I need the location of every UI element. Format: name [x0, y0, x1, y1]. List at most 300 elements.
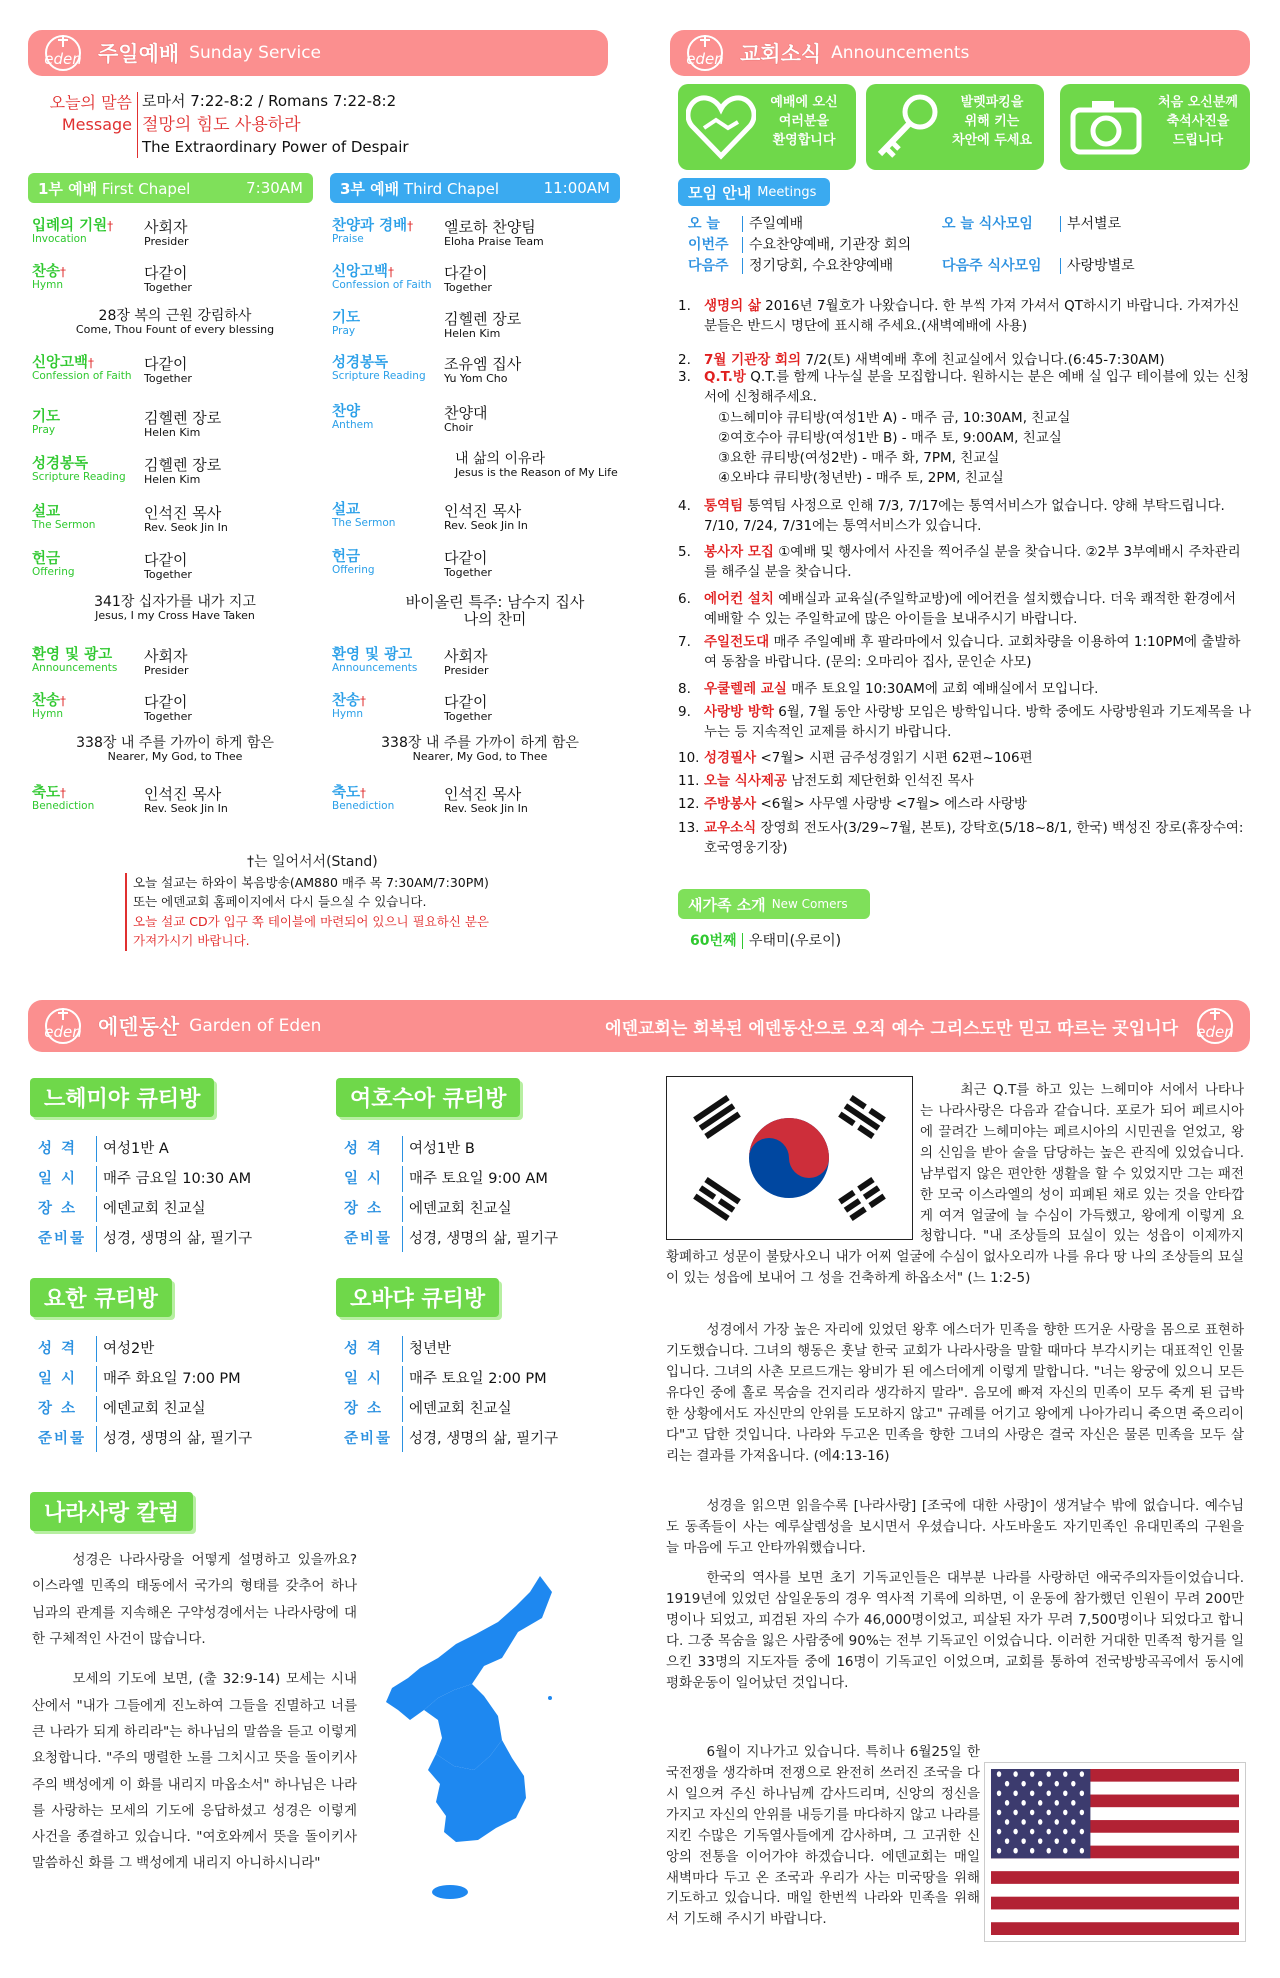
qt-info-key: 장 소	[344, 1401, 384, 1417]
service-leader	[444, 265, 492, 294]
message-label-ko: 오늘의 말씀	[49, 93, 132, 112]
meet-val-today: 주일예배	[742, 216, 803, 232]
service-leader	[144, 505, 228, 534]
announcement-number: 13.	[678, 820, 700, 836]
announcement-heading: Q.T.방	[704, 369, 746, 385]
service-leader	[144, 552, 192, 581]
camera-icon	[1070, 98, 1142, 156]
meet-key-today: 오 늘	[688, 216, 720, 232]
flag-star	[1030, 1810, 1034, 1816]
flag-star	[1063, 1829, 1067, 1835]
announcement-heading: 7월 기관장 회의	[704, 352, 802, 368]
service-leader	[144, 410, 221, 439]
announcement-heading: 사랑방 방학	[704, 704, 774, 720]
newcomers-title-en: New Comers	[771, 897, 848, 911]
stand-cross-icon: †	[107, 219, 114, 233]
service-leader-en: Presider	[144, 663, 189, 677]
third-chapel-title: 3부 예배	[340, 179, 400, 198]
service-part-en: Praise	[332, 233, 364, 246]
third-hymn-3-ko: 338장 내 주를 가까이 하게 함은	[381, 735, 579, 751]
sunday-subtitle: Sunday Service	[189, 43, 321, 63]
announcement-number: 11.	[678, 773, 700, 789]
notice-line-3: 오늘 설교 CD가 입구 쪽 테이블에 마련되어 있으니 필요하신 분은	[133, 913, 489, 929]
service-part-ko: 헌금	[332, 549, 361, 565]
announcement-heading: 주일전도대	[704, 634, 770, 650]
flag-star	[1013, 1810, 1017, 1816]
flag-star	[1038, 1800, 1042, 1806]
announcement-text: 2016년 7월호가 나왔습니다. 한 부씩 가져 가셔서 QT하시기 바랍니다. 가져가신 분들은 반드시 명단에 표시해 주세요.(새벽예배에 사용)	[704, 298, 1240, 335]
stand-cross-icon: †	[360, 786, 367, 800]
anthem-title-en: Jesus is the Reason of My Life	[455, 466, 618, 480]
service-leader	[444, 356, 521, 385]
announcement-item	[678, 794, 1253, 814]
flag-spacer	[666, 1080, 920, 1246]
stand-note-text: †는 일어서서(Stand)	[247, 854, 378, 870]
qt-info-key: 성 격	[344, 1141, 384, 1157]
service-part-ko: 축도	[32, 785, 61, 801]
sermon-title-en: The Extraordinary Power of Despair	[142, 138, 409, 157]
announcement-number: 3.	[678, 369, 691, 385]
flag-star	[1055, 1800, 1059, 1806]
heart-handshake-icon	[686, 94, 756, 160]
qt-group-title: 요한 큐티방	[30, 1278, 172, 1317]
message-block	[142, 91, 409, 159]
flag-star	[1013, 1790, 1017, 1796]
violin-special	[370, 594, 620, 627]
service-leader-ko: 다같이	[144, 551, 188, 569]
announcement-text: 장영희 전도사(3/29~7월, 본토), 강탁호(5/18~8/1, 한국) 백성진 장로(휴장수여: 호국영웅기장)	[704, 820, 1244, 857]
meet-key-nextweek: 다음주	[688, 258, 729, 274]
service-part-en: Benediction	[332, 800, 395, 813]
announcements-banner	[670, 30, 1250, 76]
qt-info-value: 여성1반 A	[96, 1136, 169, 1162]
service-leader	[144, 356, 192, 385]
announcement-heading: 통역팀	[704, 498, 744, 514]
newcomer-number: 60번째	[690, 933, 737, 949]
service-leader	[144, 265, 192, 294]
service-leader	[444, 311, 521, 340]
flag-star	[1047, 1790, 1051, 1796]
announcements-title: 교회소식	[740, 42, 822, 66]
flag-star	[1080, 1848, 1084, 1854]
column-right-p1	[666, 1080, 1244, 1289]
announcement-number: 4.	[678, 498, 691, 514]
service-leader-ko: 다같이	[444, 264, 488, 282]
third-chapel-time: 11:00AM	[543, 179, 610, 197]
service-leader-ko: 인석진 목사	[444, 502, 522, 520]
service-part	[32, 552, 142, 578]
meal-val-nextweek: 사랑방별로	[1060, 258, 1135, 274]
flag-star	[1021, 1781, 1025, 1787]
announcement-heading: 주방봉사	[704, 796, 757, 812]
meal-schedule	[942, 214, 1135, 277]
service-leader-en: Rev. Seok Jin In	[144, 801, 228, 815]
service-leader	[144, 786, 228, 815]
qt-sub-item: ④오바댜 큐티방(청년반) - 매주 토, 2PM, 친교실	[718, 470, 1004, 487]
service-part-ko: 설교	[332, 502, 361, 518]
first-hymn-1	[40, 309, 310, 336]
message-label-en: Message	[61, 115, 132, 135]
qt-info-key: 일 시	[344, 1171, 384, 1187]
key-icon	[872, 92, 944, 162]
garden-motto: 에덴교회는 회복된 에덴동산으로 오직 예수 그리스도만 믿고 따르는 곳입니다	[605, 1018, 1178, 1039]
announcement-item	[678, 632, 1253, 673]
announcement-text: 남전도회 제단헌화 인석진 목사	[786, 773, 974, 789]
announcement-item	[678, 542, 1253, 583]
stand-cross-icon: †	[360, 694, 367, 708]
valet-line-3: 차안에 두세요	[952, 132, 1032, 148]
service-part-ko: 찬양과 경배	[332, 218, 408, 234]
flag-stripe	[991, 1922, 1239, 1935]
meet-key-thisweek: 이번주	[688, 237, 729, 253]
service-leader-ko: 다같이	[144, 264, 188, 282]
column-title: 나라사랑 칼럼	[30, 1492, 193, 1531]
service-part-ko: 기도	[332, 310, 361, 326]
service-leader-en: Yu Yom Cho	[444, 371, 508, 385]
service-part-ko: 찬송	[332, 693, 361, 709]
column-right-p5: 6월이 지나가고 있습니다. 특히나 6월25일 한국전쟁을 생각하며 전쟁으로 완전히 쓰러진 조국을 다시 일으켜 주신 하나님께 감사드리며, 신앙의 정신을 가지고 자신의 안위를 내등기를 마다하지 않고 나라를 지킨 수많은 기독열사들에게 감사하며, 그 고귀한 신앙의 전통을 이어가야 하겠습니다. 에덴교회는 매일 새벽마다 두고 온 조국과 우리가 사는 미국땅을 위해 기도하고 있습니다. 매일 한번씩 나라와 민족을 위해서 기도해 주시기 바랍니다.	[666, 1744, 980, 1928]
flag-star	[1047, 1848, 1051, 1854]
valet-line-2: 위해 키는	[964, 113, 1020, 129]
service-part-en: The Sermon	[32, 519, 96, 532]
meet-val-thisweek: 수요찬양예배, 기관장 회의	[742, 237, 911, 253]
service-leader-en: Helen Kim	[444, 326, 501, 340]
column-left-p1: 성경은 나라사랑을 어떻게 설명하고 있을까요? 이스라엘 민족의 태동에서 국가의 형태를 갖추어 하나님과의 관계를 지속해온 구약성경에서는 나라사랑에 대한 구체적인 사건이 많습니다.	[32, 1552, 357, 1647]
stand-cross-icon: †	[388, 265, 395, 279]
sunday-title: 주일예배	[98, 42, 180, 66]
first-hymn-1-ko: 28장 복의 근원 강림하사	[98, 308, 252, 324]
service-part-ko: 신앙고백	[332, 264, 389, 280]
service-part	[32, 694, 142, 720]
flag-star	[997, 1848, 1001, 1854]
service-leader	[444, 503, 528, 532]
meal-key-today: 오 늘 식사모임	[942, 216, 1033, 232]
service-leader-ko: 다같이	[144, 355, 188, 373]
service-part	[332, 503, 442, 529]
flag-star	[1030, 1790, 1034, 1796]
service-leader-en: Presider	[444, 663, 489, 677]
notice-line-1: 오늘 설교는 하와이 복음방송(AM880 매주 목 7:30AM/7:30PM)	[133, 875, 489, 890]
announcement-item	[678, 589, 1253, 630]
first-hymn-3-en: Nearer, My God, to Thee	[107, 750, 243, 764]
service-part-ko: 축도	[332, 785, 361, 801]
service-part-en: Offering	[332, 564, 375, 577]
first-hymn-2-ko: 341장 십자가를 내가 지고	[94, 594, 256, 610]
qt-info-key: 성 격	[38, 1341, 78, 1357]
first-hymn-3-ko: 338장 내 주를 가까이 하게 함은	[76, 735, 274, 751]
announcement-text: Q.T.를 함께 나누실 분을 모집합니다. 원하시는 분은 예배 실 입구 테이블에 있는 신청서에 신청해주세요.	[704, 369, 1250, 406]
flag-star	[997, 1771, 1001, 1777]
service-part-ko: 찬송	[32, 693, 61, 709]
third-chapel-title-en: Third Chapel	[403, 179, 500, 198]
service-part-ko: 찬양	[332, 404, 361, 420]
service-part-en: Hymn	[32, 708, 63, 721]
announcements-subtitle: Announcements	[831, 43, 970, 63]
first-hymn-2	[40, 595, 310, 622]
service-part-ko: 헌금	[32, 551, 61, 567]
service-leader	[144, 648, 189, 677]
announcement-item	[678, 496, 1253, 537]
qt-info-value: 에덴교회 친교실	[402, 1196, 512, 1222]
service-leader-en: Rev. Seok Jin In	[444, 801, 528, 815]
qt-info-key: 준비물	[344, 1231, 393, 1247]
announcement-text: 통역팀 사정으로 인해 7/3, 7/17에는 통역서비스가 없습니다. 양해 부탁드립니다. 7/10, 7/24, 7/31에는 통역서비스가 있습니다.	[704, 498, 1225, 535]
flag-star	[1063, 1790, 1067, 1796]
service-leader-ko: 김헬렌 장로	[144, 456, 222, 474]
service-part-ko: 환영 및 광고	[332, 647, 413, 663]
flag-star	[1013, 1848, 1017, 1854]
meetings-header	[678, 178, 830, 206]
qt-group-title: 여호수아 큐티방	[336, 1078, 520, 1117]
announcement-item	[678, 702, 1253, 743]
service-part-en: Scripture Reading	[32, 471, 126, 484]
service-leader	[444, 694, 492, 723]
service-part-ko: 신앙고백	[32, 355, 89, 371]
meeting-schedule	[688, 214, 911, 277]
qt-info-value: 매주 금요일 10:30 AM	[96, 1166, 251, 1192]
service-leader-ko: 김헬렌 장로	[444, 310, 522, 328]
service-part	[32, 648, 142, 674]
meet-val-nextweek: 정기당회, 수요찬양예배	[742, 258, 893, 274]
column-right-p3: 성경을 읽으면 읽을수록 [나라사랑] [조국에 대한 사랑]이 생겨날수 밖에 없습니다. 예수님도 동족들이 사는 예루살렘성을 보시면서 우셨습니다. 사도바울도 자기민족인 유대민족의 구원을 늘 마음에 두고 안타까워했습니다.	[666, 1498, 1244, 1556]
service-part	[32, 410, 142, 436]
announcement-text: 매주 토요일 10:30AM에 교회 예배실에서 모입니다.	[786, 681, 1099, 697]
column-right-p2: 성경에서 가장 높은 자리에 있었던 왕후 에스더가 민족을 향한 뜨거운 사랑을 몸으로 표현하기도했습니다. 그녀의 행동은 훗날 한국 교회가 나라사랑을 말할 때마다 부각시키는 대표적인 인물입니다. 그녀의 사촌 모르드개는 왕비가 된 에스더에게 이렇게 말합니다. "너는 왕궁에 있으니 모든 유다인 중에 홀로 목숨을 건지리라 생각하지 말라". 음모에 빠져 자신의 민족이 모두 죽게 된 급박한 상황에서도 자신만의 안위를 도모하지 않고" 규례를 어기고 왕에게 나아가리니 죽으면 죽으리이다"고 답한 것입니다. 나라와 두고온 민족을 향한 그녀의 사랑은 결국 자신은 물론 민족을 모두 살리는 결과를 가져옵니다. (에4:13-16)	[666, 1322, 1244, 1464]
column-left-p2: 모세의 기도에 보면, (출 32:9-14) 모세는 시내산에서 "내가 그들에게 진노하여 그들을 진멸하고 너를 큰 나라가 되게 하리라"는 하나님의 말씀을 듣고 이렇게 요청합니다. "주의 맹렬한 노를 그치시고 뜻을 돌이키사 주의 백성에게 이 화를 내리지 마옵소서" 하나님은 나라를 사랑하는 모세의 기도에 응답하셨고 성경은 이렇게 사건을 종결하고 있습니다. "여호와께서 뜻을 돌이키사 말씀하신 화를 그 백성에게 내리지 아니하시니라"	[32, 1671, 357, 1872]
announcement-number: 5.	[678, 544, 691, 560]
first-chapel-time: 7:30AM	[246, 179, 303, 197]
qt-info-value: 성경, 생명의 삶, 필기구	[402, 1226, 558, 1252]
qt-info-value: 여성1반 B	[402, 1136, 475, 1162]
announcement-heading: 봉사자 모집	[704, 544, 774, 560]
service-part-en: Invocation	[32, 233, 87, 246]
service-leader-ko: 인석진 목사	[144, 504, 222, 522]
service-leader-en: Presider	[144, 234, 189, 248]
service-leader-ko: 다같이	[144, 693, 188, 711]
qt-info-key: 준비물	[344, 1431, 393, 1447]
flag-star	[1005, 1819, 1009, 1825]
qt-info-key: 장 소	[38, 1401, 78, 1417]
third-hymn-3	[345, 736, 615, 763]
service-leader-ko: 인석진 목사	[444, 785, 522, 803]
garden-title: 에덴동산	[98, 1015, 180, 1039]
flag-star	[1021, 1838, 1025, 1844]
service-part-en: Pray	[32, 424, 56, 437]
service-part-en: The Sermon	[332, 517, 396, 530]
service-part	[332, 786, 442, 812]
flag-star	[1047, 1829, 1051, 1835]
announcement-number: 10.	[678, 750, 700, 766]
flag-stripe	[991, 1909, 1239, 1922]
violin-special-title: 나의 찬미	[463, 609, 527, 628]
announcement-number: 8.	[678, 681, 691, 697]
flag-star	[1047, 1771, 1051, 1777]
service-part	[32, 265, 142, 291]
service-leader-ko: 엘로하 찬양팀	[444, 218, 536, 236]
announcement-text: 6월, 7월 동안 사랑방 모임은 방학입니다. 방학 중에도 사랑방원과 기도제목을 나누는 등 지속적인 교제를 하시기 바랍니다.	[704, 704, 1252, 741]
flag-star	[1005, 1838, 1009, 1844]
qt-info-key: 일 시	[344, 1371, 384, 1387]
service-part-ko: 환영 및 광고	[32, 647, 113, 663]
eden-logo-icon	[678, 33, 732, 73]
qt-info-value: 에덴교회 친교실	[96, 1196, 206, 1222]
flag-star	[1047, 1810, 1051, 1816]
sunday-service-banner	[28, 30, 608, 76]
service-leader-ko: 사회자	[444, 647, 488, 665]
meetings-title-en: Meetings	[757, 184, 817, 200]
flag-star	[1038, 1838, 1042, 1844]
announcement-text: ①예배 및 행사에서 사진을 찍어주실 분을 찾습니다. ②2부 3부예배시 주차관리를 해주실 분을 찾습니다.	[704, 544, 1241, 581]
service-part	[32, 505, 142, 531]
flag-star	[997, 1790, 1001, 1796]
service-part	[32, 457, 142, 483]
service-leader-en: Helen Kim	[144, 472, 201, 486]
meal-key-nextweek: 다음주 식사모임	[942, 258, 1042, 274]
flag-star	[1071, 1819, 1075, 1825]
sermon-title-ko: 절망의 힘도 사용하라	[142, 114, 301, 135]
service-leader-en: Rev. Seok Jin In	[144, 520, 228, 534]
service-leader	[144, 694, 192, 723]
photo-card	[1060, 84, 1250, 170]
service-part	[332, 356, 442, 382]
qt-info-value: 청년반	[402, 1336, 451, 1362]
first-chapel-title-en: First Chapel	[101, 179, 191, 198]
flag-star	[1080, 1810, 1084, 1816]
announcement-text: 7/2(토) 새벽예배 후에 친교실에서 있습니다.(6:45-7:30AM)	[801, 352, 1165, 368]
announcement-heading: 생명의 삶	[704, 298, 761, 314]
qt-sub-item: ②여호수아 큐티방(여성1반 B) - 매주 토, 9:00AM, 친교실	[718, 429, 1062, 446]
service-part-en: Announcements	[332, 662, 418, 675]
qt-info-key: 장 소	[344, 1201, 384, 1217]
flag-star	[1080, 1771, 1084, 1777]
qt-info-value: 성경, 생명의 삶, 필기구	[96, 1226, 252, 1252]
service-leader-en: Together	[144, 567, 192, 581]
announcement-heading: 성경필사	[704, 750, 757, 766]
notice-box	[125, 873, 555, 951]
announcement-number: 2.	[678, 352, 691, 368]
svg-text:eden: eden	[44, 50, 82, 68]
flag-stripe	[991, 1858, 1239, 1871]
flag-star	[1071, 1781, 1075, 1787]
third-hymn-3-en: Nearer, My God, to Thee	[412, 750, 548, 764]
flag-star	[1071, 1800, 1075, 1806]
first-chapel-title: 1부 예배	[38, 179, 98, 198]
announcement-item	[678, 367, 1253, 489]
qt-info-value: 매주 토요일 9:00 AM	[402, 1166, 548, 1192]
newcomers-header	[678, 889, 870, 919]
qt-info-key: 준비물	[38, 1231, 87, 1247]
first-chapel-header	[28, 173, 313, 203]
service-leader	[444, 405, 487, 434]
service-part-ko: 기도	[32, 409, 61, 425]
announcement-text: 예배실과 교육실(주일학교방)에 에어컨을 설치했습니다. 더욱 쾌적한 환경에서 예배할 수 있는 주일학교에 많은 아이들을 보내주시기 바랍니다.	[704, 591, 1237, 628]
announcement-number: 12.	[678, 796, 700, 812]
eden-logo-icon	[36, 33, 90, 73]
service-leader	[444, 648, 489, 677]
korea-map-image	[380, 1570, 560, 1915]
photo-line-3: 드립니다	[1172, 132, 1224, 148]
qt-info-key: 일 시	[38, 1171, 78, 1187]
flag-stripe	[991, 1897, 1239, 1910]
first-hymn-2-en: Jesus, I my Cross Have Taken	[95, 609, 255, 623]
qt-info-value: 여성2반	[96, 1336, 154, 1362]
stand-cross-icon: †	[88, 356, 95, 370]
flag-star	[1005, 1781, 1009, 1787]
service-leader-en: Choir	[444, 420, 473, 434]
qt-sub-item: ①느헤미야 큐티방(여성1반 A) - 매주 금, 10:30AM, 친교실	[718, 409, 1071, 426]
column-left-text	[32, 1547, 357, 1877]
qt-sub-item: ③요한 큐티방(여성2반) - 매주 화, 7PM, 친교실	[718, 450, 1000, 466]
flag-star	[1030, 1771, 1034, 1777]
announcement-text: 매주 주일예배 후 팔라마에서 있습니다. 교회차량을 이용하여 1:10PM에 출발하여 동참을 바랍니다. (문의: 오마리아 집사, 문인순 사모)	[704, 634, 1241, 671]
service-part	[332, 648, 442, 674]
welcome-line-3: 환영합니다	[772, 132, 836, 148]
service-leader	[144, 219, 189, 248]
stand-cross-icon: †	[60, 265, 67, 279]
newcomers-title: 새가족 소개	[688, 895, 766, 914]
flag-star	[1013, 1771, 1017, 1777]
announcement-number: 6.	[678, 591, 691, 607]
announcement-number: 7.	[678, 634, 691, 650]
service-part-en: Hymn	[32, 279, 63, 292]
service-leader-en: Helen Kim	[144, 425, 201, 439]
service-part-ko: 설교	[32, 504, 61, 520]
qt-info-key: 준비물	[38, 1431, 87, 1447]
service-leader-en: Together	[444, 565, 492, 579]
announcement-text: <6월> 사무엘 사랑방 <7월> 에스라 사랑방	[756, 796, 1027, 812]
announcement-heading: 교우소식	[704, 820, 757, 836]
valet-card	[866, 84, 1044, 170]
first-hymn-1-en: Come, Thou Fount of every blessing	[75, 323, 275, 337]
anthem-title	[455, 452, 618, 479]
welcome-line-2: 여러분을	[778, 113, 830, 129]
column-right-p1-text: 최근 Q.T를 하고 있는 느헤미야 서에서 나타나는 나라사랑은 다음과 같습니다. 포로가 되어 페르시아에 끌려간 느헤미야는 페르시아의 시민권을 얻었고, 왕의 신임을 받아 술을 담당하는 높은 관직에 있었습니다. 남부럽지 않은 편안한 생활을 할 수 있었지만 그는 패전한 모국 이스라엘의 성이 피폐된 채로 있는 것을 안타깝게 여겨 얼굴에 늘 수심이 가득했고, 왕에게 이렇게 요청합니다. "내 조상들의 묘실이 있는 성읍이 이제까지 황폐하고 성문이 불탔사오니 내가 어찌 얼굴에 수심이 없사오리까 나를 유다 땅 나의 조상들의 묘실이 있는 성읍에 보내어 그 성을 건축하게 하옵소서" (느 1:2-5)	[666, 1082, 1244, 1287]
service-leader-ko: 김헬렌 장로	[144, 409, 222, 427]
flag-star	[1038, 1819, 1042, 1825]
service-leader-en: Together	[144, 709, 192, 723]
qt-info-key: 성 격	[38, 1141, 78, 1157]
scripture: 로마서 7:22-8:2 / Romans 7:22-8:2	[142, 92, 397, 110]
service-part	[32, 786, 142, 812]
service-leader-ko: 찬양대	[444, 404, 488, 422]
service-part	[32, 219, 142, 245]
announcement-text: <7월> 시편 금주성경읽기 시편 62편~106편	[756, 750, 1033, 766]
flag-star	[1021, 1800, 1025, 1806]
flag-star	[1080, 1829, 1084, 1835]
stand-cross-icon: †	[60, 786, 67, 800]
qt-info-key: 일 시	[38, 1371, 78, 1387]
meetings-title: 모임 안내	[688, 183, 752, 202]
service-leader-en: Together	[444, 280, 492, 294]
message-divider	[137, 92, 138, 158]
announcement-item	[678, 296, 1253, 337]
announcement-item	[678, 748, 1253, 768]
service-part-en: Scripture Reading	[332, 370, 426, 383]
welcome-line-1: 예배에 오신	[770, 95, 838, 110]
service-leader	[444, 786, 528, 815]
service-part-ko: 찬송	[32, 264, 61, 280]
flag-star	[1038, 1781, 1042, 1787]
svg-text:eden: eden	[44, 1023, 82, 1041]
eden-logo-icon	[36, 1006, 90, 1046]
service-part-en: Offering	[32, 566, 75, 579]
qt-group-title: 느헤미야 큐티방	[30, 1078, 214, 1117]
flag-star	[1080, 1790, 1084, 1796]
qt-info-value: 에덴교회 친교실	[96, 1396, 206, 1422]
announcement-heading: 에어컨 설치	[704, 591, 774, 607]
flag-star	[997, 1810, 1001, 1816]
stand-cross-icon: †	[60, 694, 67, 708]
